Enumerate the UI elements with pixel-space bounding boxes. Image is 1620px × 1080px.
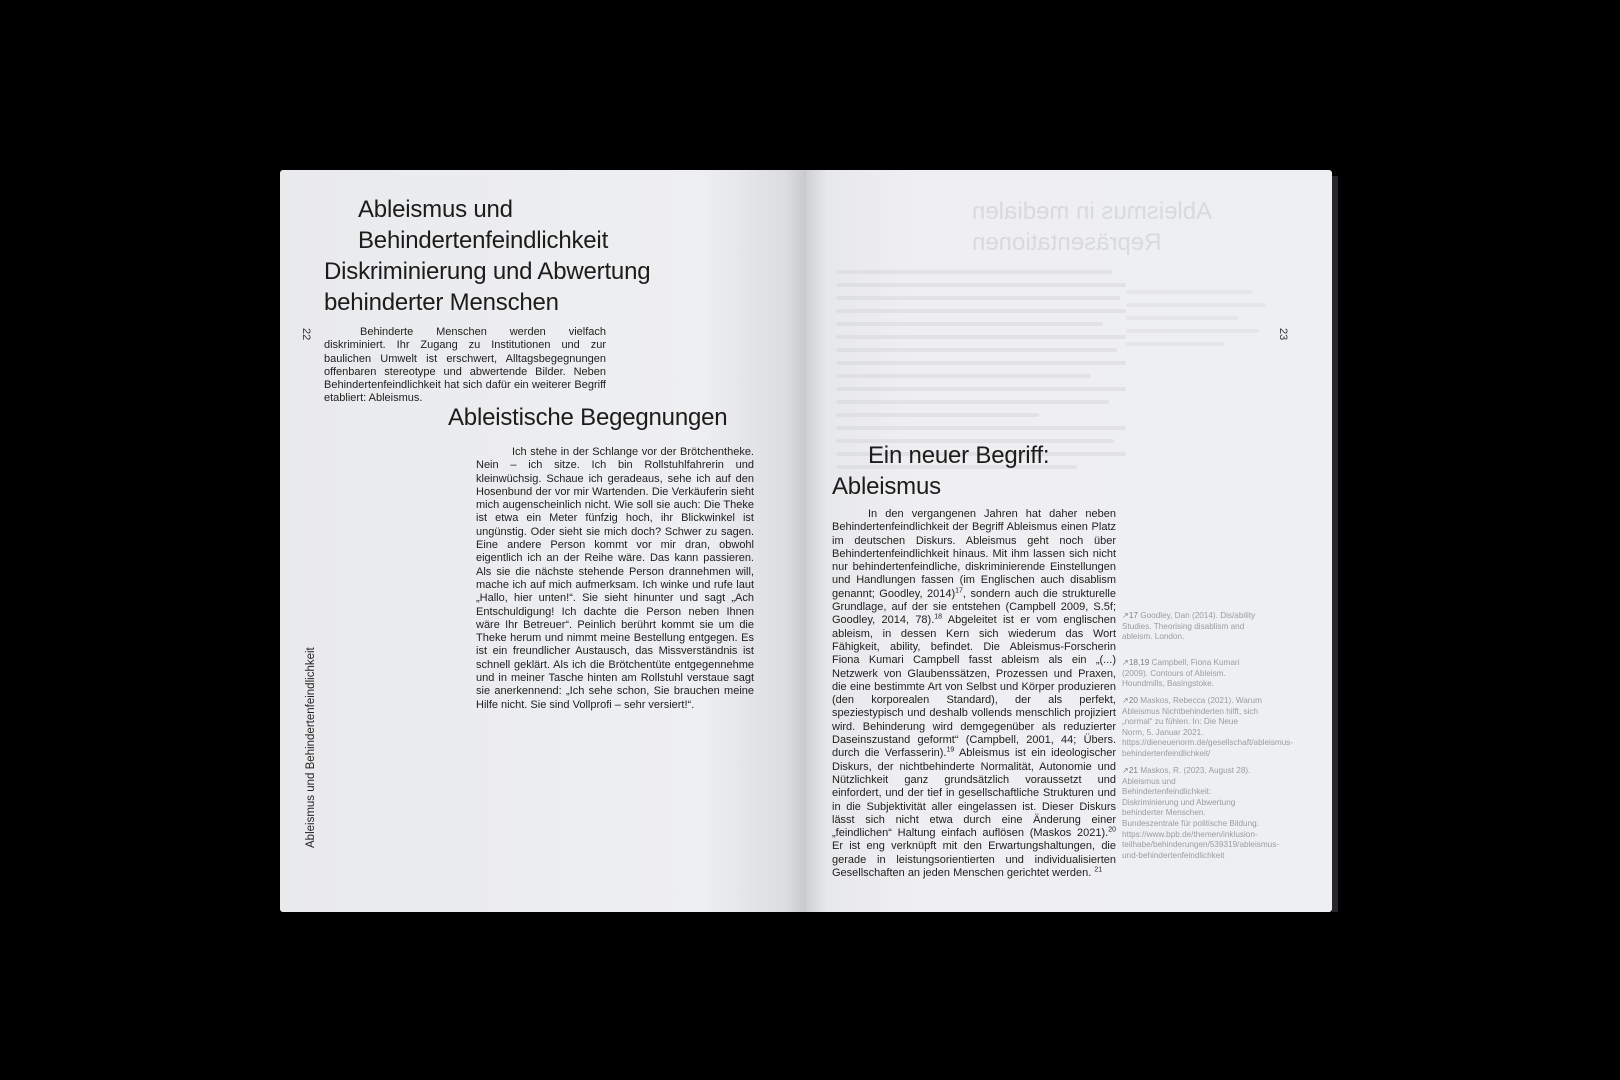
section-heading: Ableistische Begegnungen [448,404,728,431]
right-page [806,170,1332,912]
section-body: Ich stehe in der Schlange vor der Brötchentheke. Nein – ich sitze. Ich bin Rollstuhlfahrerin und kleinwüchsig. Schaue ich geradeaus, sehe ich auf den Hosenbund der vor mir Wartenden. Die Verkäuferin sieht mich augenscheinlich nicht. Wie soll sie auch: Die Theke ist etwa ein Meter fünfzig hoch, ihr Blickwinkel ist ungünstig. Oder sieht sie mich doch? Schwer zu sagen. Eine andere Person kommt vor mir dran, obwohl eigentlich ich an der Reihe wäre. Das kann passieren. Als sie die nächste stehende Person drannehmen will, mache ich auf mich aufmerksam. Ich winke und rufe laut „Hallo, hier unten!“. Sie sieht hinunter und sagt „Ach Entschuldigung! Ich dachte die Person neben Ihnen wäre Ihr Betreuer“. Peinlich berührt kommt sie um die Theke herum und nimmt meine Bestellung entgegen. Es ist ein freundlicher Austausch, das Missverständnis ist schnell geklärt. Als ich die Brötchentüte entgegennehme und in meiner Tasche hinten am Rollstuhl verstaue sagt sie anerkennend: „Ich sehe schon, Sie brauchen meine Hilfe nicht. Sie sind Vollprofi – sehr versiert!“. [476,446,754,711]
page-edge-shadow [1332,176,1338,912]
ghost-heading-line-2: Repräsentationen [972,229,1162,256]
running-head: Ableismus und Behindertenfeindlichkeit [305,647,317,848]
footnote-ref-19: 19 [946,746,955,754]
page-number-left: 22 [300,328,312,341]
intro-paragraph: Behinderte Menschen werden vielfach diskriminiert. Ihr Zugang zu Institutionen und zur baulichen Umwelt ist erschwert, Alltagsbegegnungen offenbaren stereotype und abwertende Bilder. Neben Behindertenfeindlichkeit hat sich dafür ein weiterer Begriff etabliert: Ableismus. [324,326,606,405]
footnote-21 [1122,766,1280,861]
footnote-text: Maskos, Rebecca (2021). Warum Ableismus Nichtbehinderten hilft, sich „normal“ zu fühlen. In: Die Neue Norm, 5. Januar 2021. https://dieneuenorm.de/gesellschaft/ableismus-behindertenfeindlichkeit/ [1122,696,1294,758]
body-part-4: Ableismus ist ein ideologischer Diskurs, der nichtbehinderte Normalität, Autonomie und Nützlichkeit ganz grundsätzlich voraussetzt und einfordert, und der tief in gesellschaftliche Strukturen und in die Subjektivität aller eingelassen ist. Dieser Diskurs lässt sich nicht etwa durch eine Änderung einer „feindlichen“ Haltung einfach auflösen (Maskos 2021). [832,747,1116,840]
body-part-1: In den vergangenen Jahren hat daher neben Behindertenfeindlichkeit der Begriff Ableismus einen Platz im deutschen Diskurs. Ableismus geht noch über Behindertenfeindlichkeit hinaus. Mit ihm lassen sich nicht nur behindertenfeindliche, diskriminierende Einstellungen und Handlungen fassen (im Englischen auch disablism genannt; Goodley, 2014) [832,508,1116,600]
subtitle-line-2: behinderter Menschen [324,289,559,316]
title-line-1: Ableismus und [358,196,513,223]
left-page [280,170,806,912]
section-body-right [832,508,1116,880]
show-through-heading [972,196,1212,258]
article-title [358,194,608,256]
footnote-number: ↗18,19 [1122,658,1150,667]
footnote-ref-20: 20 [1108,826,1116,834]
show-through-notes [1126,290,1266,355]
footnote-number: ↗20 [1122,696,1138,705]
heading-line-1: Ein neuer Begriff: [868,442,1050,469]
title-line-2: Behindertenfeindlichkeit [358,227,609,254]
footnote-text: Campbell, Fiona Kumari (2009). Contours of Ableism. Houndmills, Basingstoke. [1122,658,1240,689]
footnote-text: Maskos, R. (2023, August 28). Ableismus und Behindertenfeindlichkeit: Diskriminierung und Abwertung behinderter Menschen. Bundeszentrale für politische Bildung. https://www.bpb.de/themen/inklusion-teilhabe/behinderungen/539319/ableismus-und-behindertenfeindlichkeit [1122,766,1280,860]
footnote-text: Goodley, Dan (2014). Dis/ability Studies. Theorising disablism and ableism. London. [1122,611,1256,642]
subtitle-line-1: Diskriminierung und Abwertung [324,258,651,285]
footnote-ref-18: 18 [934,613,943,621]
page-number-right: 23 [1277,328,1289,341]
section-heading-right [832,440,1049,502]
footnote-ref-21: 21 [1094,866,1103,874]
body-part-2: , sondern auch die strukturelle Grundlage, auf der sie entstehen (Campbell 2009, S.5f; Goodley, 2014, 78). [832,587,1116,627]
footnote-number: ↗21 [1122,766,1138,775]
heading-line-2: Ableismus [832,473,941,500]
article-subtitle [324,256,650,318]
footnote-18-19 [1122,658,1262,690]
footnote-ref-17: 17 [955,587,963,595]
magazine-spread [280,170,1332,912]
footnote-number: ↗17 [1122,611,1138,620]
body-part-3: Abgeleitet ist er vom englischen ableism, in dessen Kern sich wiederum das Wort Fähigkeit, ability, befindet. Die Ableismus-Forscherin Fiona Kumari Campbell fasst ableism als ein „(...) Netzwerk von Glaubenssätzen, Prozessen und Praxen, die eine bestimmte Art von Selbst und Körper produzieren (den korporealen Standard), der als perfekt, speziestypisch und deshalb vollends menschlich projiziert wird. Behinderung wird demgegenüber als reduzierter Daseinszustand geformt“ (Campbell, 2001, 44; Übers. durch die Verfasserin). [832,614,1116,760]
body-part-5: Er ist eng verknüpft mit den Erwartungshaltungen, die gerade in leistungsorientierten und individualisierten Gesellschaften an jeden Menschen gerichtet werden. [832,840,1116,880]
footnote-20 [1122,696,1294,760]
footnote-17 [1122,611,1262,643]
ghost-heading-line-1: Ableismus in medialen [972,198,1213,225]
